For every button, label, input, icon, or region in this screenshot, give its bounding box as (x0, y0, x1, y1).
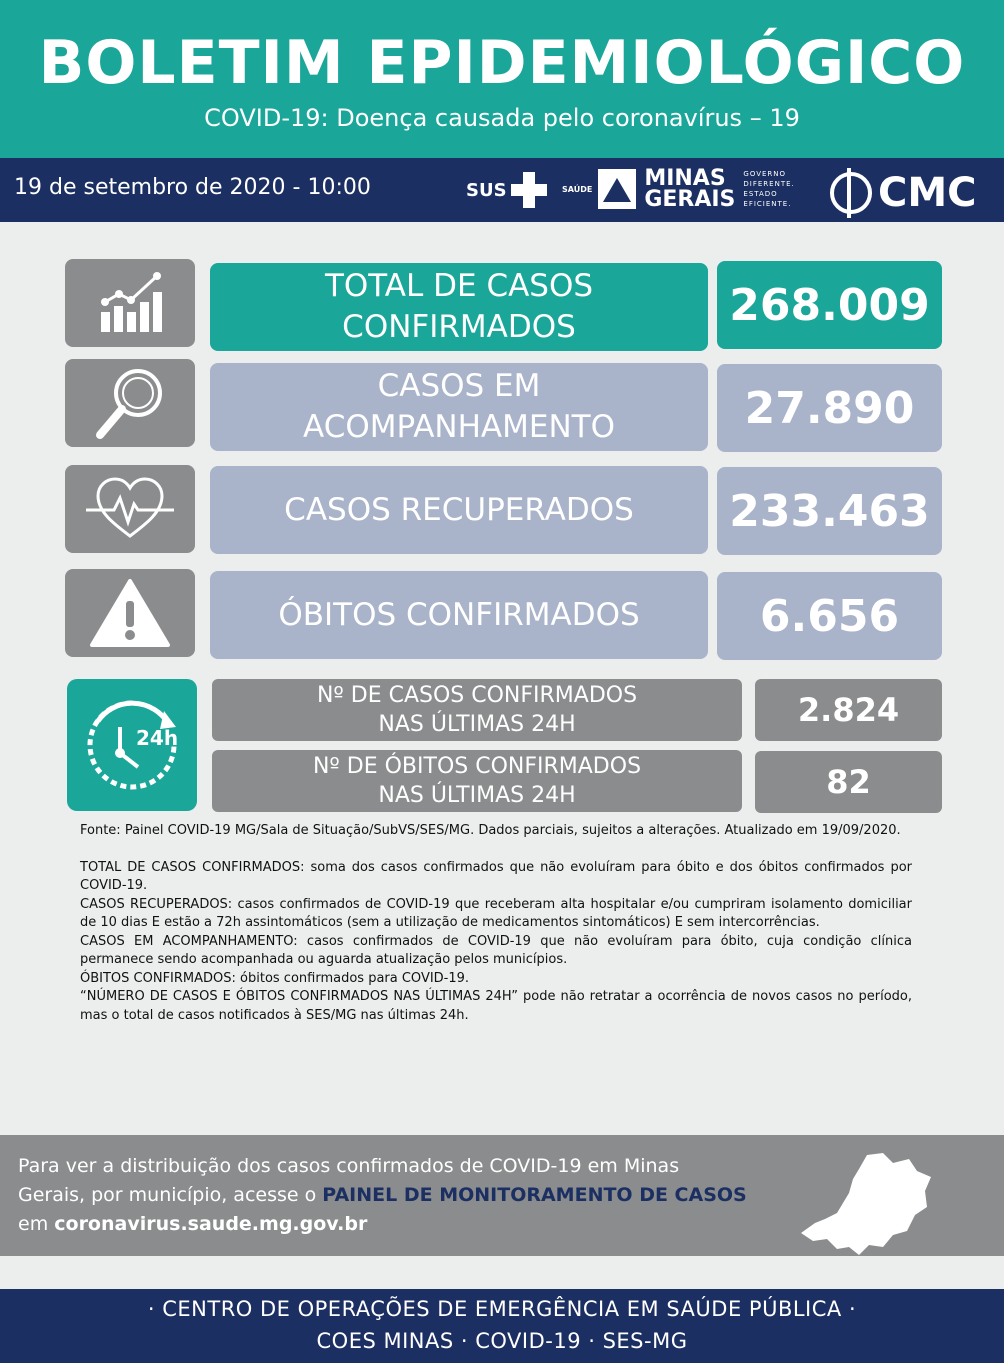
total-cases-label-line2: CONFIRMADOS (342, 309, 576, 345)
mg-line2: GERAIS (644, 187, 736, 212)
gov-tagline (743, 169, 794, 209)
gov-line2: DIFERENTE. (743, 180, 795, 188)
recovered-cases-value: 233.463 (717, 467, 942, 555)
recovered-cases-label (210, 466, 708, 554)
cases-24h-label (212, 679, 742, 741)
monitoring-cases-value: 27.890 (717, 364, 942, 452)
clock-24h-icon (80, 693, 184, 797)
page-title: BOLETIM EPIDEMIOLÓGICO (38, 28, 966, 98)
heartbeat-icon (84, 474, 176, 544)
deaths-24h-value: 82 (755, 751, 942, 813)
bar-chart-icon-box (65, 259, 195, 347)
warning-icon (88, 577, 172, 649)
footer-line1: · CENTRO DE OPERAÇÕES DE EMERGÊNCIA EM SAÚDE PÚBLICA · (147, 1297, 857, 1321)
sus-label: SUS (466, 179, 507, 201)
recovered-cases-label-line1: CASOS RECUPERADOS (284, 491, 634, 528)
sus-cross-icon (511, 172, 547, 208)
deaths-value: 6.656 (717, 572, 942, 660)
cmc-ring-icon (830, 172, 872, 214)
clock-24h-box (67, 679, 197, 811)
source-note: Fonte: Painel COVID-19 MG/Sala de Situação/SubVS/SES/MG. Dados parciais, sujeitos a alterações. Atualizado em 19/09/2020. (80, 823, 901, 838)
info-text (18, 1152, 747, 1239)
definition-monitoring: CASOS EM ACOMPANHAMENTO: casos confirmados de COVID-19 que não evoluíram para óbito, cuja condição clínica permanece sendo acompanhada ou aguarda atualização pelos municípios. (80, 933, 912, 967)
notes (80, 822, 912, 1025)
page-subtitle: COVID-19: Doença causada pelo coronavírus – 19 (204, 104, 800, 132)
sus-logo (466, 172, 547, 208)
deaths-24h-label (212, 750, 742, 812)
date-band (0, 158, 1004, 222)
definition-24h: “NÚMERO DE CASOS E ÓBITOS CONFIRMADOS NAS ÚLTIMAS 24H” pode não retratar a ocorrência de novos casos no período, mas o total de casos notificados à SES/MG nas últimas 24h. (80, 989, 912, 1023)
bar-chart-icon (95, 268, 165, 338)
deaths-24h-label-line1: Nº DE ÓBITOS CONFIRMADOS (312, 754, 642, 779)
footer (0, 1289, 1004, 1363)
footer-line2: COES MINAS · COVID-19 · SES-MG (316, 1329, 688, 1353)
mg-triangle-icon (598, 169, 636, 209)
cmc-label: CMC (878, 170, 977, 216)
definition-deaths: ÓBITOS CONFIRMADOS: óbitos confirmados para COVID-19. (80, 970, 470, 986)
info-line2-prefix: Gerais, por município, acesse o (18, 1184, 323, 1206)
monitoring-cases-label (210, 363, 708, 451)
info-band (0, 1135, 1004, 1256)
definition-total: TOTAL DE CASOS CONFIRMADOS: soma dos casos confirmados que não evoluíram para óbito e dos óbitos confirmados por COVID-19. (80, 859, 912, 893)
deaths-label-line1: ÓBITOS CONFIRMADOS (278, 596, 640, 633)
cases-24h-value: 2.824 (755, 679, 942, 741)
mg-name (644, 168, 735, 210)
monitoring-cases-label-line1: CASOS EM (377, 368, 541, 404)
site-url-link[interactable]: coronavirus.saude.mg.gov.br (54, 1213, 368, 1235)
magnifier-icon-box (65, 359, 195, 447)
mg-line1: MINAS (644, 166, 726, 191)
info-line1: Para ver a distribuição dos casos confirmados de COVID-19 em Minas (18, 1155, 680, 1177)
monitoring-cases-label-line2: ACOMPANHAMENTO (303, 409, 615, 445)
magnifier-icon (90, 363, 170, 443)
minas-gerais-map-icon (797, 1149, 935, 1259)
header (0, 0, 1004, 158)
total-cases-value: 268.009 (717, 261, 942, 349)
deaths-label (210, 571, 708, 659)
clock-label: 24h (136, 726, 179, 750)
cases-24h-label-line1: Nº DE CASOS CONFIRMADOS (316, 683, 638, 708)
total-cases-label-line1: TOTAL DE CASOS (324, 268, 594, 304)
monitoring-panel-link[interactable]: PAINEL DE MONITORAMENTO DE CASOS (322, 1184, 747, 1206)
deaths-24h-label-line2: NAS ÚLTIMAS 24H (378, 783, 576, 808)
saude-label: SAÚDE (562, 184, 593, 194)
cmc-logo (830, 170, 977, 216)
gov-line4: EFICIENTE. (743, 200, 792, 208)
gov-line3: ESTADO (743, 190, 778, 198)
cases-24h-label-line2: NAS ÚLTIMAS 24H (378, 712, 576, 737)
definition-recovered: CASOS RECUPERADOS: casos confirmados de COVID-19 que receberam alta hospitalar e/ou cumpriram isolamento domiciliar de 10 dias E estão a 72h assintomáticos (sem a utilização de medicamentos sintomáticos) E sem intercorrências. (80, 896, 912, 930)
minas-gerais-logo (562, 168, 795, 210)
gov-line1: GOVERNO (743, 170, 787, 178)
info-line3-prefix: em (18, 1213, 55, 1235)
warning-icon-box (65, 569, 195, 657)
bulletin-date: 19 de setembro de 2020 - 10:00 (14, 175, 371, 200)
total-cases-label (210, 263, 708, 351)
heartbeat-icon-box (65, 465, 195, 553)
